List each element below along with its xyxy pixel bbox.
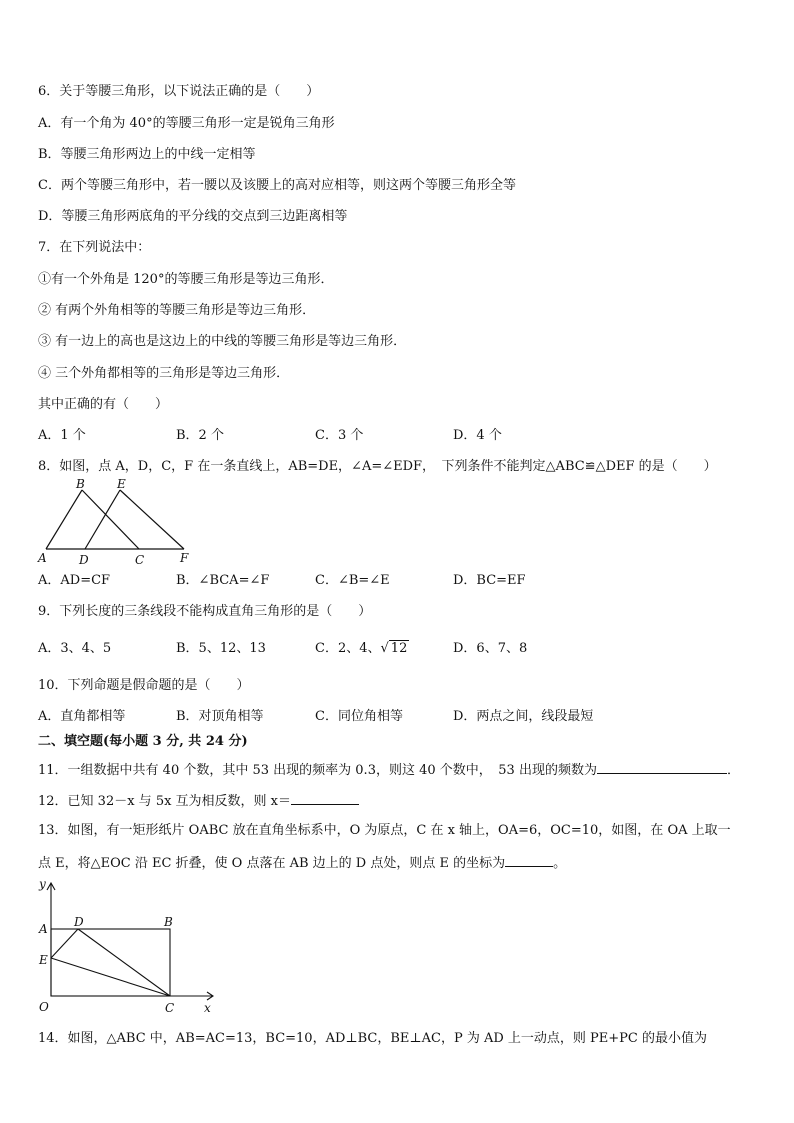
q13-label-y: y <box>39 877 46 891</box>
q7-option-d: D．4 个 <box>453 428 502 443</box>
q7-option-c: C．3 个 <box>315 428 364 443</box>
q10-option-c: C．同位角相等 <box>315 709 403 724</box>
q8-option-d: D．BC=EF <box>453 573 526 588</box>
section-2-heading: 二、填空题(每小题 3 分, 共 24 分) <box>38 734 248 749</box>
q8-label-d: D <box>79 553 89 567</box>
q8-label-f: F <box>180 551 189 565</box>
q13-label-a: A <box>39 922 48 936</box>
q10-option-b: B．对顶角相等 <box>176 709 264 724</box>
q7-statement-4: ④ 三个外角都相等的三角形是等边三角形． <box>38 366 290 381</box>
q9-option-b: B．5、12、13 <box>176 641 266 656</box>
q7-option-b: B．2 个 <box>176 428 224 443</box>
q14-line: 14．如图，△ABC 中，AB=AC=13，BC=10，AD⊥BC，BE⊥AC，P 为 AD 上一动点，则 PE+PC 的最小值为 <box>38 1031 708 1046</box>
q11-text: 11．一组数据中共有 40 个数，其中 53 出现的频率为 0.3，则这 40 个数中， 53 出现的频数为 <box>38 763 597 778</box>
q9-stem: 9．下列长度的三条线段不能构成直角三角形的是（ ） <box>38 604 372 619</box>
q13-label-e: E <box>39 953 48 967</box>
sqrt-symbol: √ 12 <box>380 641 408 656</box>
q8-figure <box>36 476 196 570</box>
q7-statement-3: ③ 有一边上的高也是这边上的中线的等腰三角形是等边三角形． <box>38 334 407 349</box>
q8-label-c: C <box>135 553 145 567</box>
q7-statement-2: ② 有两个外角相等的等腰三角形是等边三角形． <box>38 303 316 318</box>
q13-end: 。 <box>553 856 567 871</box>
q12-line <box>38 792 359 810</box>
q13-label-x: x <box>204 1001 211 1015</box>
q13-label-b: B <box>164 915 173 929</box>
q13-line-2 <box>38 854 566 872</box>
q13-label-c: C <box>165 1001 175 1015</box>
q8-label-a: A <box>38 551 47 565</box>
q12-answer-blank[interactable] <box>291 792 359 805</box>
q10-option-a: A．直角都相等 <box>38 709 126 724</box>
q13-line-1: 13．如图，有一矩形纸片 OABC 放在直角坐标系中，O 为原点，C 在 x 轴上，OA=6，OC=10，如图，在 OA 上取一 <box>38 823 731 838</box>
q13-figure <box>34 876 224 1018</box>
q11-line <box>38 761 740 779</box>
q13-label-d: D <box>74 915 84 929</box>
q13-answer-blank[interactable] <box>505 854 553 867</box>
q8-label-b: B <box>76 477 85 491</box>
q8-label-e: E <box>117 477 126 491</box>
q9-option-c-prefix: C．2、4、 <box>315 641 381 656</box>
q6-option-c: C．两个等腰三角形中，若一腰以及该腰上的高对应相等，则这两个等腰三角形全等 <box>38 178 516 193</box>
q13-text: 点 E，将△EOC 沿 EC 折叠，使 O 点落在 AB 边上的 D 点处，则点 E 的坐标为 <box>38 856 506 871</box>
q7-option-a: A．1 个 <box>38 428 86 443</box>
q7-ask: 其中正确的有（ ） <box>38 397 169 412</box>
q8-option-c: C．∠B=∠E <box>315 573 390 588</box>
q11-answer-blank[interactable] <box>597 761 727 774</box>
q10-stem: 10．下列命题是假命题的是（ ） <box>38 678 250 693</box>
q7-stem: 7．在下列说法中： <box>38 240 151 255</box>
q6-stem: 6．关于等腰三角形，以下说法正确的是（ ） <box>38 84 320 99</box>
q7-statement-1: ①有一个外角是 120°的等腰三角形是等边三角形． <box>38 272 334 287</box>
q9-option-d: D．6、7、8 <box>453 641 528 656</box>
q13-label-o: O <box>39 1000 49 1014</box>
q6-option-b: B．等腰三角形两边上的中线一定相等 <box>38 147 256 162</box>
q10-option-d: D．两点之间，线段最短 <box>453 709 594 724</box>
q12-text: 12．已知 32－x 与 5x 互为相反数，则 x＝ <box>38 794 292 809</box>
q9-option-a: A．3、4、5 <box>38 641 112 656</box>
q6-option-a: A．有一个角为 40°的等腰三角形一定是锐角三角形 <box>38 116 335 131</box>
q9-radicand: 12 <box>390 641 408 656</box>
q9-option-c <box>315 641 409 657</box>
q8-option-a: A．AD=CF <box>38 573 111 588</box>
q6-option-d: D．等腰三角形两底角的平分线的交点到三边距离相等 <box>38 209 348 224</box>
q8-stem: 8．如图，点 A，D，C，F 在一条直线上，AB=DE，∠A=∠EDF， 下列条件不能判定△ABC≌△DEF 的是（ ） <box>38 459 717 474</box>
q11-end: ． <box>726 763 740 778</box>
q8-option-b: B．∠BCA=∠F <box>176 573 270 588</box>
